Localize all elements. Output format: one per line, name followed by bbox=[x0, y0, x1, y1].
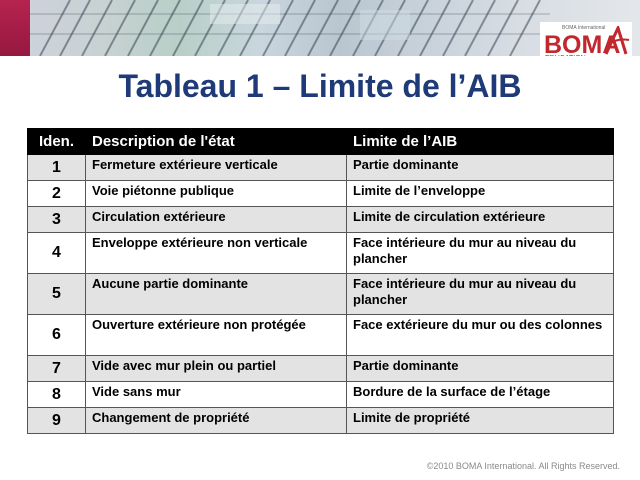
row-description: Enveloppe extérieure non verticale bbox=[86, 233, 347, 274]
row-id: 4 bbox=[28, 233, 86, 274]
logo-swoosh-icon bbox=[604, 26, 630, 56]
row-id: 8 bbox=[28, 382, 86, 408]
row-id: 7 bbox=[28, 356, 86, 382]
row-id: 6 bbox=[28, 315, 86, 356]
row-description: Circulation extérieure bbox=[86, 207, 347, 233]
row-id: 2 bbox=[28, 181, 86, 207]
row-id: 9 bbox=[28, 408, 86, 434]
row-description: Ouverture extérieure non protégée bbox=[86, 315, 347, 356]
row-description: Changement de propriété bbox=[86, 408, 347, 434]
row-limit: Partie dominante bbox=[347, 356, 614, 382]
row-limit: Limite de l’enveloppe bbox=[347, 181, 614, 207]
table-row bbox=[28, 315, 614, 356]
row-description: Vide sans mur bbox=[86, 382, 347, 408]
table-row bbox=[28, 155, 614, 181]
row-limit: Face extérieure du mur ou des colonnes bbox=[347, 315, 614, 356]
copyright-notice: ©2010 BOMA International. All Rights Reserved. bbox=[426, 461, 620, 471]
banner-red-bar bbox=[0, 0, 30, 56]
table-header-row bbox=[28, 129, 614, 155]
row-description: Aucune partie dominante bbox=[86, 274, 347, 315]
table-row bbox=[28, 181, 614, 207]
row-limit: Limite de propriété bbox=[347, 408, 614, 434]
row-limit: Partie dominante bbox=[347, 155, 614, 181]
row-limit: Bordure de la surface de l’étage bbox=[347, 382, 614, 408]
table-row bbox=[28, 207, 614, 233]
logo-wordmark: BOMA bbox=[544, 31, 621, 56]
column-header-description: Description de l'état bbox=[86, 129, 347, 155]
row-limit: Limite de circulation extérieure bbox=[347, 207, 614, 233]
slide-title: Tableau 1 – Limite de l’AIB bbox=[118, 68, 522, 104]
row-description: Fermeture extérieure verticale bbox=[86, 155, 347, 181]
table-row bbox=[28, 356, 614, 382]
boma-logo bbox=[540, 22, 632, 56]
row-id: 5 bbox=[28, 274, 86, 315]
row-description: Voie piétonne publique bbox=[86, 181, 347, 207]
table-row bbox=[28, 274, 614, 315]
header-banner bbox=[0, 0, 640, 56]
column-header-id: Iden. bbox=[28, 129, 86, 155]
column-header-limit: Limite de l’AIB bbox=[347, 129, 614, 155]
logo-tagline: BOMA International bbox=[562, 25, 606, 31]
aib-table bbox=[27, 128, 614, 434]
row-limit: Face intérieure du mur au niveau du plancher bbox=[347, 233, 614, 274]
table-row bbox=[28, 233, 614, 274]
table-row bbox=[28, 382, 614, 408]
table-row bbox=[28, 408, 614, 434]
row-id: 1 bbox=[28, 155, 86, 181]
row-id: 3 bbox=[28, 207, 86, 233]
row-description: Vide avec mur plein ou partiel bbox=[86, 356, 347, 382]
logo-education bbox=[545, 55, 586, 56]
row-limit: Face intérieure du mur au niveau du plancher bbox=[347, 274, 614, 315]
